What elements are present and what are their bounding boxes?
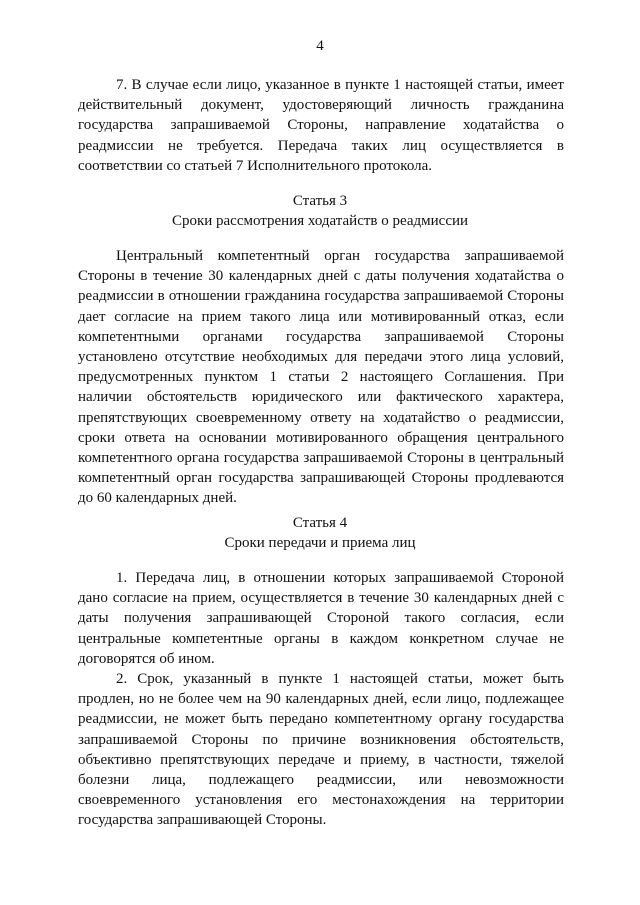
article4-number: Статья 4 <box>292 515 348 531</box>
article3-body <box>78 246 564 509</box>
article3-title: Сроки рассмотрения ходатайств о реадмиссии <box>171 213 469 229</box>
article3-number: Статья 3 <box>292 193 348 209</box>
article3-heading <box>0 191 640 231</box>
paragraph-text: 7. В случае если лицо, указанное в пункте 1 настоящей статьи, имеет действительный документ, удостоверяющий личность гражданина государства запрашиваемой Стороны, направление ходатайства о реадмиссии не требуется. Передача таких лиц осуществляется в соответствии со статьей 7 Исполнительного протокола. <box>78 77 564 174</box>
article4-body <box>78 568 564 831</box>
paragraph-text: Центральный компетентный орган государства запрашиваемой Стороны в течение 30 календарных дней с даты получения ходатайства о реадмиссии в отношении гражданина государства запрашиваемой Стороны дает согласие на прием такого лица или мотивированный отказ, если компетентными органами государства запрашиваемой Стороны установлено отсутствие необходимых для передачи этого лица условий, предусмотренных пунктом 1 статьи 2 настоящего Соглашения. При наличии обстоятельств юридического или фактического характера, препятствующих своевременному ответу на ходатайство о реадмиссии, сроки ответа на основании мотивированного обращения центрального компетентного органа государства запрашиваемой Стороны в центральный компетентный орган государства запрашивающей Стороны продлеваются до 60 календарных дней. <box>78 248 564 507</box>
article4-title: Сроки передачи и приема лиц <box>224 535 416 551</box>
article4-heading <box>0 513 640 553</box>
article4-paragraph-2: 2. Срок, указанный в пункте 1 настоящей статьи, может быть продлен, но не более чем на 90 календарных дней, если лицо, подлежащее реадмиссии, не может быть передано компетентному органу государства запрашиваемой Стороны по причине возникновения обстоятельств, объективно препятствующих передаче и приему, в частности, тяжелой болезни лица, подлежащего реадмиссии, или невозможности своевременного установления его местонахождения на территории государства запрашивающей Стороны. <box>78 671 564 829</box>
article2-paragraph-7 <box>78 75 564 176</box>
article4-paragraph-1: 1. Передача лиц, в отношении которых запрашиваемой Стороной дано согласие на прием, осуществляется в течение 30 календарных дней с даты получения запрашивающей Стороной такого согласия, если центральные компетентные органы в каждом конкретном случае не договорятся об ином. <box>78 570 564 667</box>
page-number: 4 <box>316 38 324 54</box>
